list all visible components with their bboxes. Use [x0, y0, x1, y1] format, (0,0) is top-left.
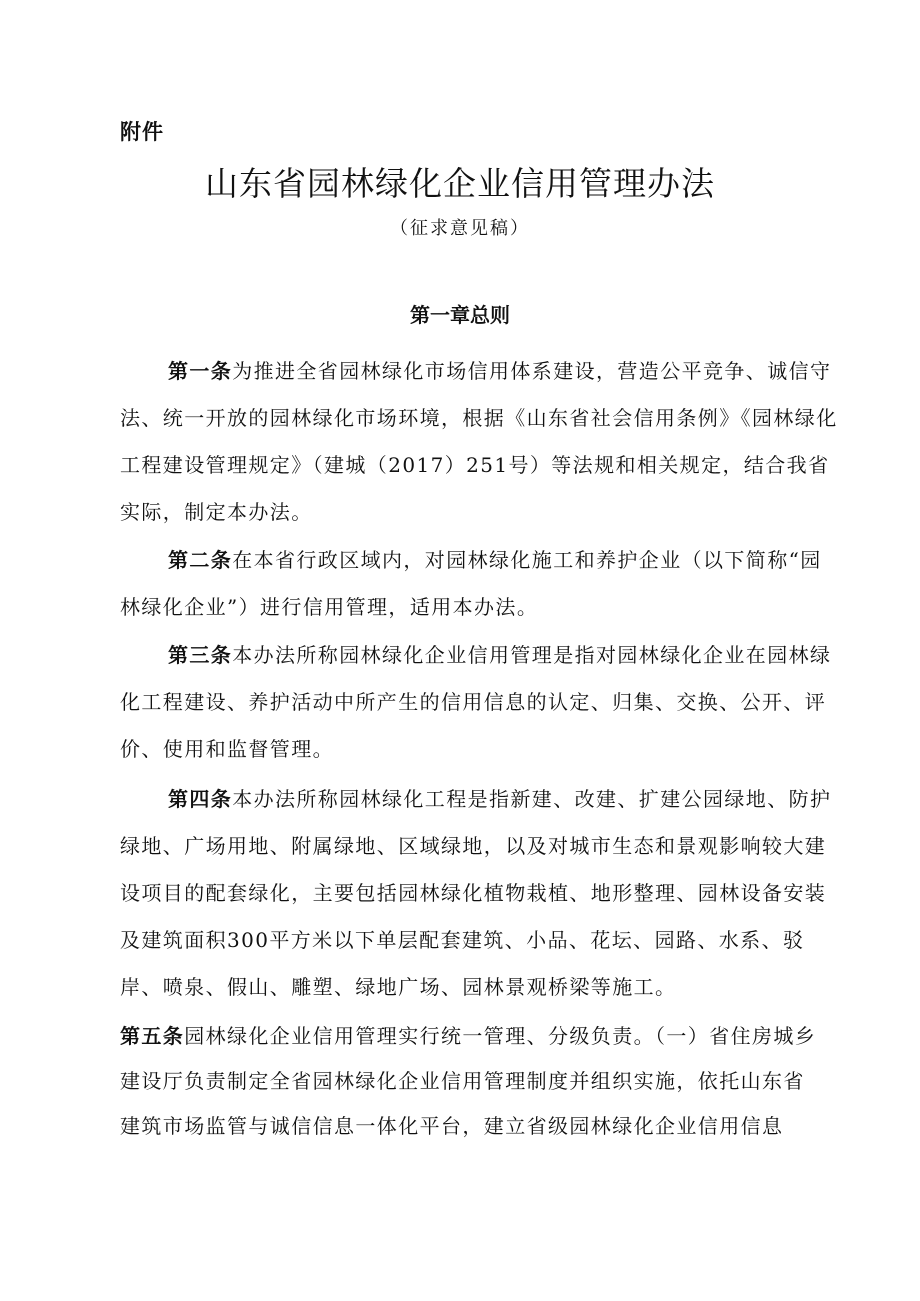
article-4	[120, 776, 838, 1011]
chapter-heading: 第一章总则	[410, 303, 510, 327]
article-label: 第四条	[168, 787, 233, 811]
article-5	[120, 1014, 820, 1149]
article-text: 为推进全省园林绿化市场信用体系建设，营造公平竞争、诚信守法、统一开放的园林绿化市场环境，根据《山东省社会信用条例》《园林绿化工程建设管理规定》（建城（2017）251号）等法规和相关规定，结合我省实际，制定本办法。	[120, 359, 838, 524]
document-subtitle: （征求意见稿）	[390, 218, 530, 239]
article-1	[120, 348, 838, 536]
article-label: 第一条	[168, 359, 233, 383]
attachment-label: 附件	[120, 120, 164, 144]
article-text: 园林绿化企业信用管理实行统一管理、分级负责。（一）省住房城乡建设厅负责制定全省园林绿化企业信用管理制度并组织实施，依托山东省建筑市场监管与诚信信息一体化平台，建立省级园林绿化企业信用信息	[120, 1024, 817, 1138]
document-title: 山东省园林绿化企业信用管理办法	[205, 164, 715, 203]
article-3	[120, 632, 838, 773]
article-text: 在本省行政区域内，对园林绿化施工和养护企业（以下简称“园林绿化企业”）进行信用管理，适用本办法。	[120, 548, 822, 619]
article-label: 第五条	[120, 1024, 185, 1048]
article-label: 第二条	[168, 548, 233, 572]
article-2	[120, 537, 838, 631]
article-label: 第三条	[168, 643, 233, 667]
article-text: 本办法所称园林绿化企业信用管理是指对园林绿化企业在园林绿化工程建设、养护活动中所产生的信用信息的认定、归集、交换、公开、评价、使用和监督管理。	[120, 643, 832, 761]
article-text: 本办法所称园林绿化工程是指新建、改建、扩建公园绿地、防护绿地、广场用地、附属绿地、区域绿地，以及对城市生态和景观影响较大建设项目的配套绿化，主要包括园林绿化植物栽植、地形整理、园林设备安装及建筑面积300平方米以下单层配套建筑、小品、花坛、园路、水系、驳岸、喷泉、假山、雕塑、绿地广场、园林景观桥梁等施工。	[120, 787, 832, 999]
